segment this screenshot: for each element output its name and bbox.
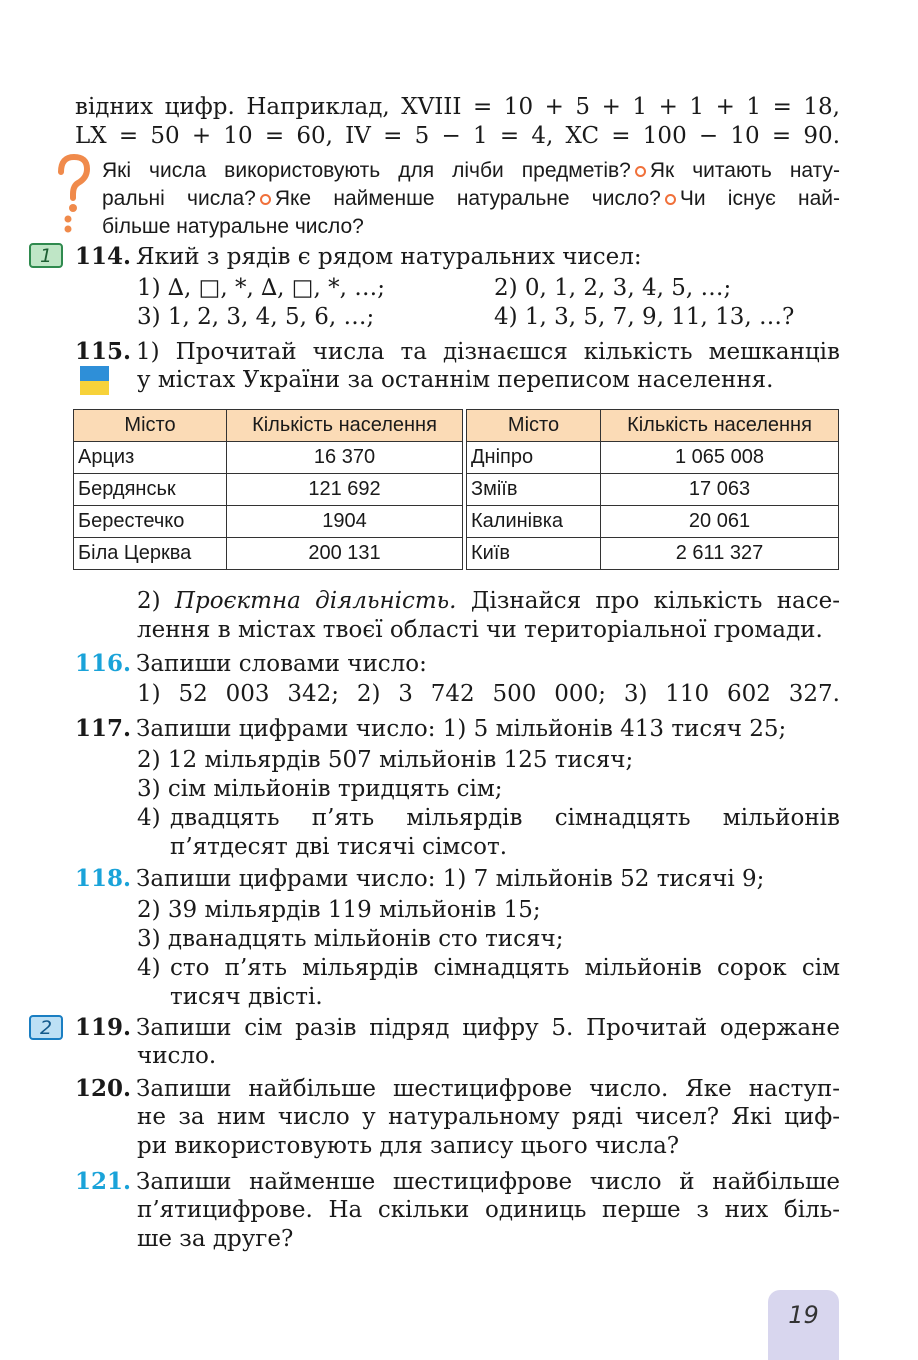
exercise-117-option-4-label: 4) xyxy=(137,805,161,831)
table-header-population: Кількість населення xyxy=(601,410,839,442)
bullet-icon xyxy=(260,194,271,205)
question-4b: більше натуральне число? xyxy=(102,215,364,238)
question-mark-icon xyxy=(52,152,94,234)
ukraine-flag-icon xyxy=(80,366,109,395)
population-value: 17 063 xyxy=(601,474,839,506)
level-2-badge: 2 xyxy=(29,1015,63,1040)
population-value: 16 370 xyxy=(227,442,463,474)
exercise-114 xyxy=(75,242,840,272)
population-value: 1 065 008 xyxy=(601,442,839,474)
exercise-114-option-3: 3) 1, 2, 3, 4, 5, 6, …; xyxy=(137,304,375,330)
exercise-119-number: 119. xyxy=(75,1014,132,1041)
bullet-icon xyxy=(635,166,646,177)
exercise-121-text-2: п’ятицифрове. На скільки одиниць перше з них біль- xyxy=(137,1197,840,1223)
exercise-118-number: 118. xyxy=(75,865,132,892)
questions-line-1 xyxy=(102,156,840,185)
exercise-120-text-2: не за ним число у натуральному ряді чисел? Які циф- xyxy=(137,1104,840,1130)
city-name: Дніпро xyxy=(467,442,601,474)
exercise-117-option-4a: двадцять п’ять мільярдів сімнадцять мільйонів xyxy=(170,805,840,831)
exercise-117-text: Запиши цифрами число: 1) 5 мільйонів 413 тисяч 25; xyxy=(136,716,787,742)
population-value: 2 611 327 xyxy=(601,538,839,570)
exercise-115-number: 115. xyxy=(75,338,132,365)
exercise-116-number: 116. xyxy=(75,650,132,677)
project-activity-label: Проєктна діяльність. xyxy=(174,588,457,614)
exercise-116-option-3: 3) 110 602 327. xyxy=(623,681,840,707)
table-row xyxy=(74,474,463,506)
exercise-121 xyxy=(75,1167,840,1197)
exercise-119-text-2: число. xyxy=(137,1043,217,1069)
table-header-city: Місто xyxy=(467,410,601,442)
questions-line-2 xyxy=(102,184,840,213)
table-row xyxy=(467,474,839,506)
exercise-116-option-1: 1) 52 003 342; xyxy=(137,681,339,707)
exercise-118-text: Запиши цифрами число: 1) 7 мільйонів 52 тисячі 9; xyxy=(136,866,765,892)
intro-line-2: LX = 50 + 10 = 60, IV = 5 − 1 = 4, XC = 100 − 10 = 90. xyxy=(75,123,840,149)
exercise-121-text-1: Запиши найменше шестицифрове число й найбільше xyxy=(136,1169,840,1195)
exercise-114-option-4: 4) 1, 3, 5, 7, 9, 11, 13, …? xyxy=(494,304,795,330)
exercise-115-text-1: 1) Прочитай числа та дізнаєшся кількість мешканців xyxy=(136,339,840,365)
table-row xyxy=(74,538,463,570)
exercise-117 xyxy=(75,714,840,744)
exercise-116-options xyxy=(137,680,840,709)
bullet-icon xyxy=(665,194,676,205)
intro-line-1: відних цифр. Наприклад, XVIII = 10 + 5 + 1 + 1 + 1 = 18, xyxy=(75,94,840,120)
page-number: 19 xyxy=(768,1290,839,1360)
population-value: 121 692 xyxy=(227,474,463,506)
population-value: 1904 xyxy=(227,506,463,538)
exercise-118-option-4a: сто п’ять мільярдів сімнадцять мільйонів сорок сім xyxy=(170,955,840,981)
question-2b: ральні числа? xyxy=(102,187,256,210)
exercise-118-option-3: 3) дванадцять мільйонів сто тисяч; xyxy=(137,926,564,952)
question-3: Яке найменше натуральне число? xyxy=(274,187,661,210)
city-name: Київ xyxy=(467,538,601,570)
exercise-116 xyxy=(75,649,840,679)
population-value: 20 061 xyxy=(601,506,839,538)
exercise-118-option-4b: тисяч двісті. xyxy=(170,984,323,1010)
population-value: 200 131 xyxy=(227,538,463,570)
exercise-114-option-1: 1) ∆, □, *, ∆, □, *, …; xyxy=(137,275,385,301)
exercise-117-option-3: 3) сім мільйонів тридцять сім; xyxy=(137,776,503,802)
city-name: Зміїв xyxy=(467,474,601,506)
exercise-116-option-2: 2) 3 742 500 000; xyxy=(356,681,606,707)
exercise-117-option-2: 2) 12 мільярдів 507 мільйонів 125 тисяч; xyxy=(137,747,634,773)
exercise-119 xyxy=(75,1013,840,1043)
city-name: Калинівка xyxy=(467,506,601,538)
exercise-115-line-1 xyxy=(75,337,840,367)
population-table-left xyxy=(73,409,463,570)
exercise-119-text-1: Запиши сім разів підряд цифру 5. Прочитай одержане xyxy=(136,1015,840,1041)
table-row xyxy=(467,506,839,538)
question-2a: Як читають нату- xyxy=(649,159,841,182)
population-table-right xyxy=(466,409,839,570)
exercise-118 xyxy=(75,864,840,894)
exercise-120-text-3: ри використовують для запису цього числа? xyxy=(137,1133,680,1159)
table-row xyxy=(467,442,839,474)
table-row xyxy=(467,538,839,570)
question-1: Які числа використовують для лічби предметів? xyxy=(102,159,631,182)
question-4a: Чи існує най- xyxy=(679,187,841,210)
exercise-121-number: 121. xyxy=(75,1168,132,1195)
exercise-114-number: 114. xyxy=(75,243,132,270)
exercise-115-part-2-line-2: лення в містах твоєї області чи територіальної громади. xyxy=(137,617,823,643)
table-header-city: Місто xyxy=(74,410,227,442)
exercise-117-number: 117. xyxy=(75,715,132,742)
exercise-120-text-1: Запиши найбільше шестицифрове число. Яке наступ- xyxy=(136,1076,840,1102)
exercise-120 xyxy=(75,1074,840,1104)
exercise-117-option-4b: п’ятдесят дві тисячі сімсот. xyxy=(170,834,508,860)
table-row xyxy=(74,442,463,474)
exercise-120-number: 120. xyxy=(75,1075,132,1102)
city-name: Бердянськ xyxy=(74,474,227,506)
table-header-population: Кількість населення xyxy=(227,410,463,442)
exercise-115-part-2 xyxy=(137,587,840,616)
exercise-115-part-2-label: 2) xyxy=(137,588,161,614)
exercise-118-option-2: 2) 39 мільярдів 119 мільйонів 15; xyxy=(137,897,541,923)
exercise-115-line-2: у містах України за останнім переписом населення. xyxy=(137,367,774,393)
exercise-116-text: Запиши словами число: xyxy=(136,651,427,677)
table-row xyxy=(74,506,463,538)
exercise-115-part-2-text: Дізнайся про кількість насе- xyxy=(470,588,841,614)
exercise-118-option-4-label: 4) xyxy=(137,955,161,981)
level-1-badge: 1 xyxy=(29,243,63,268)
exercise-114-option-2: 2) 0, 1, 2, 3, 4, 5, …; xyxy=(494,275,732,301)
city-name: Арциз xyxy=(74,442,227,474)
exercise-114-text: Який з рядів є рядом натуральних чисел: xyxy=(136,244,642,270)
exercise-121-text-3: ше за друге? xyxy=(137,1226,294,1252)
city-name: Берестечко xyxy=(74,506,227,538)
city-name: Біла Церква xyxy=(74,538,227,570)
